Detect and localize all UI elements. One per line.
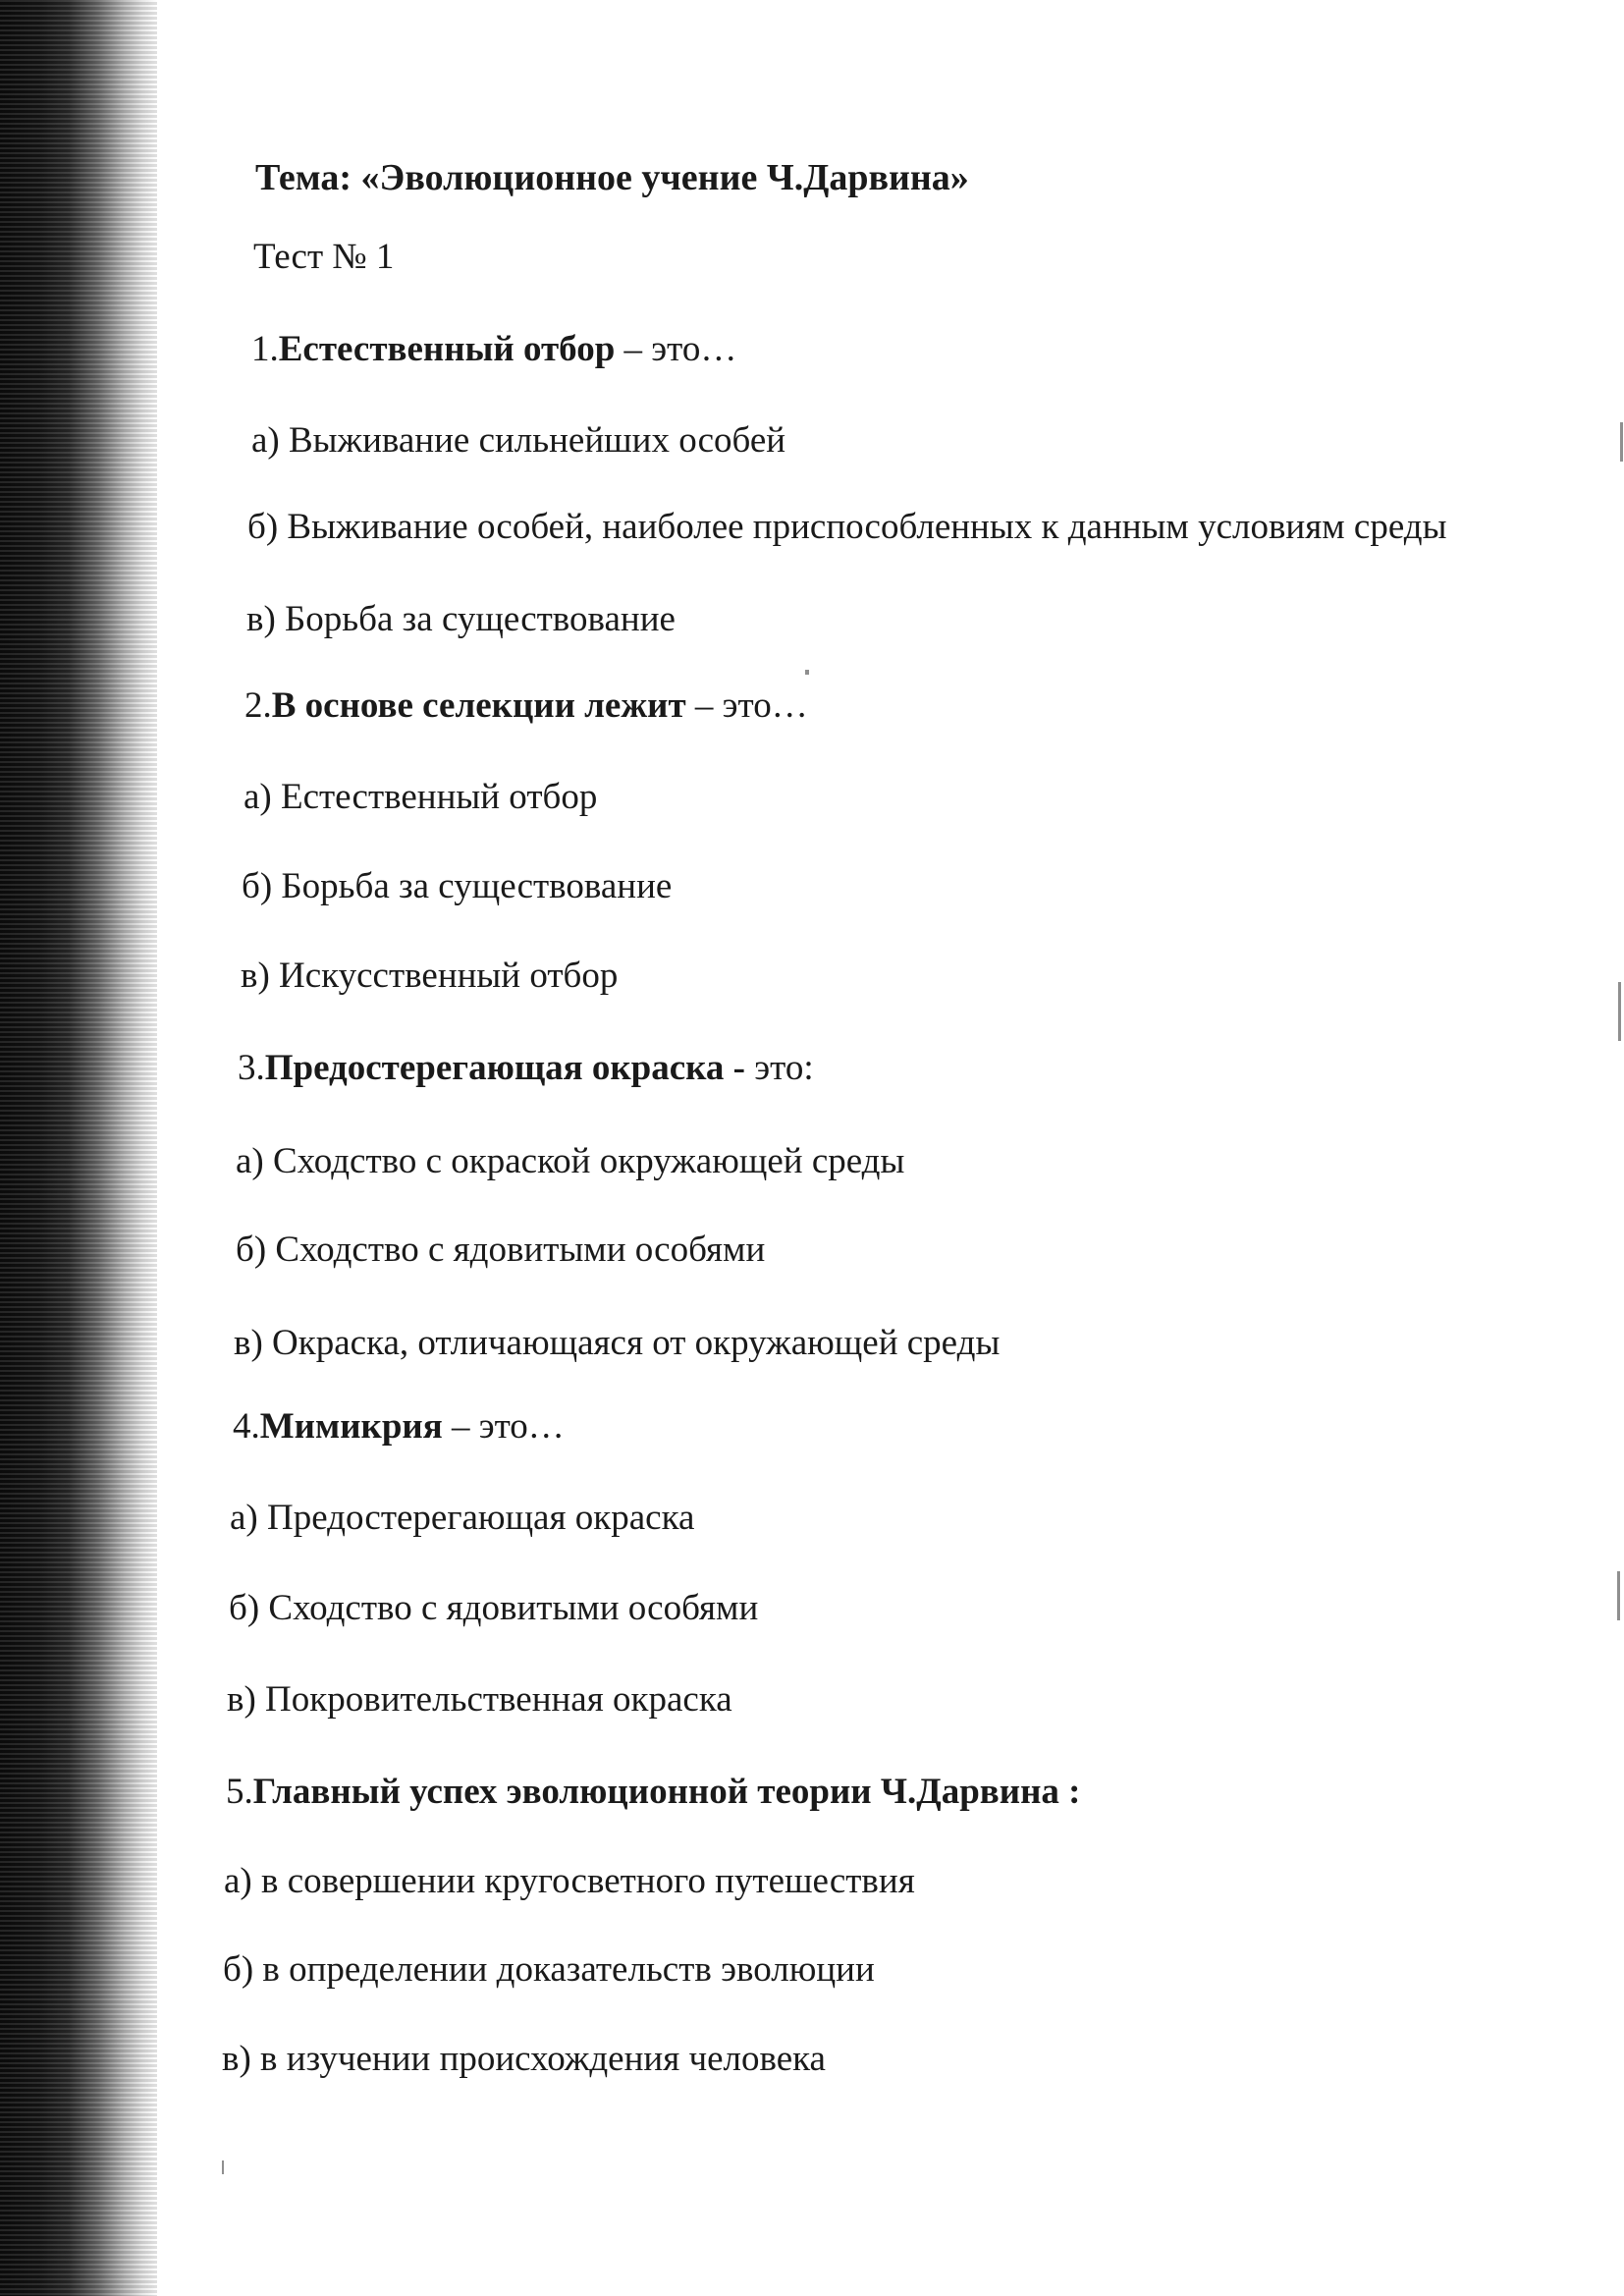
answer-option: б) Сходство с ядовитыми особями <box>229 1588 759 1628</box>
question-term: Главный успех эволюционной теории Ч.Дарвина : <box>252 1772 1081 1812</box>
question-term: В основе селекции лежит <box>271 685 686 726</box>
question-suffix: – это… <box>615 329 737 369</box>
answer-option: а) Естественный отбор <box>244 777 598 817</box>
question-suffix: – это… <box>685 685 808 726</box>
answer-option: а) Предостерегающая окраска <box>230 1498 695 1538</box>
scan-speck <box>1620 422 1623 462</box>
question-3 <box>238 1050 814 1086</box>
question-4 <box>233 1408 565 1445</box>
answer-option: б) Борьба за существование <box>242 866 673 906</box>
test-label: Тест № 1 <box>253 237 395 277</box>
answer-option: б) Сходство с ядовитыми особями <box>236 1230 766 1270</box>
question-term: Предостерегающая окраска - <box>264 1048 746 1088</box>
question-suffix: это: <box>745 1048 814 1088</box>
answer-option: а) Выживание сильнейших особей <box>251 420 786 461</box>
question-suffix: – это… <box>442 1406 565 1447</box>
answer-option: б) Выживание особей, наиболее приспособленных к данным условиям среды <box>247 507 1447 547</box>
scan-speck <box>1617 1571 1620 1620</box>
answer-option: в) Окраска, отличающаяся от окружающей среды <box>234 1323 1001 1363</box>
scan-speck <box>222 2160 224 2174</box>
scan-speck <box>805 670 809 675</box>
question-number: 1. <box>251 329 279 369</box>
answer-option: в) Борьба за существование <box>246 599 676 639</box>
answer-option: а) Сходство с окраской окружающей среды <box>236 1141 905 1181</box>
answer-option: в) Покровительственная окраска <box>227 1679 732 1720</box>
answer-option: в) в изучении происхождения человека <box>222 2039 826 2079</box>
answer-option: в) Искусственный отбор <box>241 956 619 996</box>
question-term: Мимикрия <box>259 1406 443 1447</box>
question-number: 3. <box>238 1048 265 1088</box>
question-term: Естественный отбор <box>278 329 616 369</box>
answer-option: б) в определении доказательств эволюции <box>223 1949 875 1990</box>
question-number: 2. <box>244 685 272 726</box>
question-number: 4. <box>233 1406 260 1447</box>
answer-option: а) в совершении кругосветного путешествия <box>224 1861 915 1901</box>
question-2 <box>244 687 808 724</box>
scan-speck <box>1618 982 1621 1041</box>
question-number: 5. <box>226 1772 253 1812</box>
document-title: Тема: «Эволюционное учение Ч.Дарвина» <box>255 157 969 198</box>
question-1 <box>251 331 736 367</box>
question-5 <box>226 1774 1080 1810</box>
